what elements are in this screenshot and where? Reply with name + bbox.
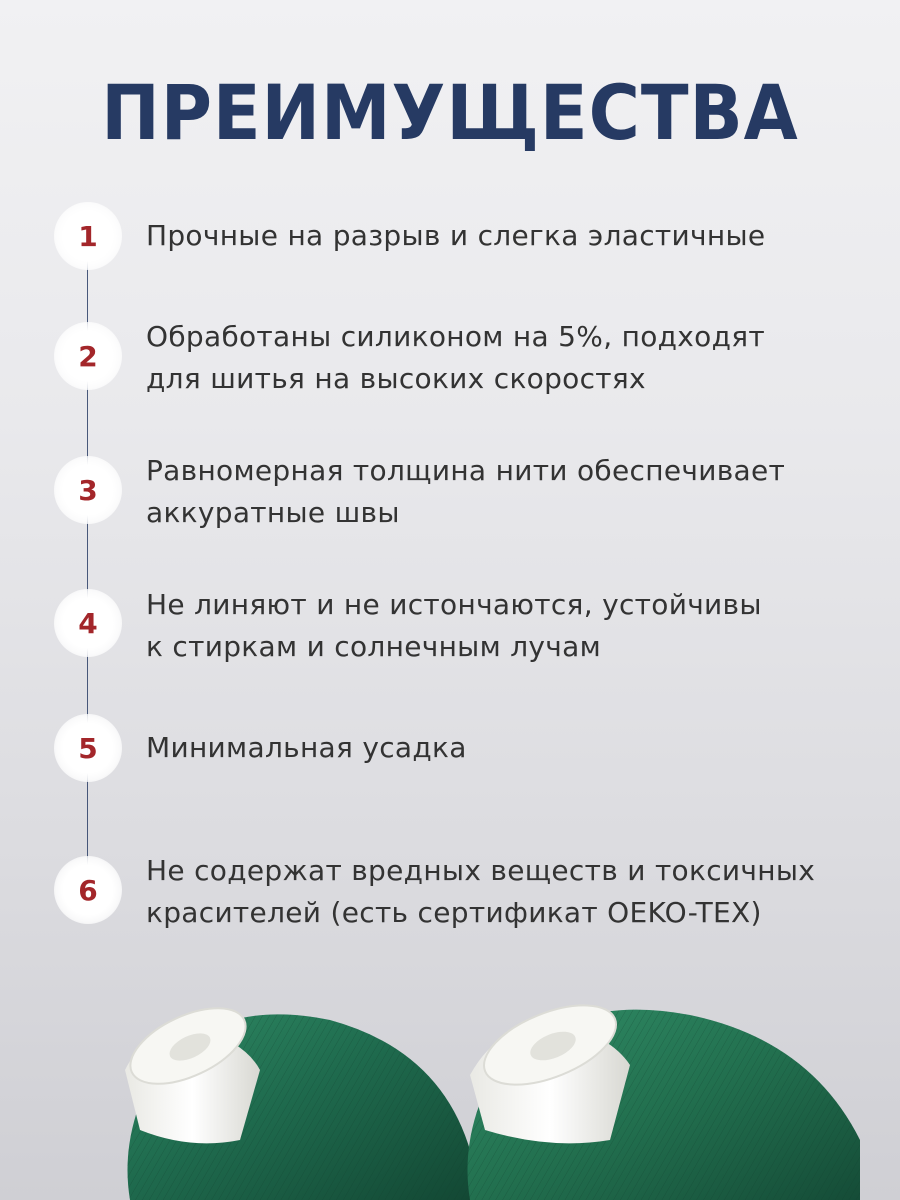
number-label: 4 bbox=[78, 606, 98, 640]
number-label: 2 bbox=[78, 339, 98, 373]
text-line: Равномерная толщина нити обеспечивает bbox=[146, 454, 786, 487]
advantage-text bbox=[146, 584, 866, 668]
advantage-text bbox=[146, 727, 866, 769]
number-badge bbox=[54, 589, 122, 657]
number-label: 6 bbox=[78, 873, 98, 907]
page-title: ПРЕИМУЩЕСТВА bbox=[101, 68, 799, 157]
advantage-text bbox=[146, 316, 866, 400]
text-line: аккуратные швы bbox=[146, 496, 400, 529]
number-badge bbox=[54, 456, 122, 524]
number-badge bbox=[54, 322, 122, 390]
number-badge bbox=[54, 714, 122, 782]
text-line: Прочные на разрыв и слегка эластичные bbox=[146, 219, 766, 252]
text-line: для шитья на высоких скоростях bbox=[146, 362, 646, 395]
number-badge bbox=[54, 202, 122, 270]
text-line: красителей (есть сертификат OEKO-TEX) bbox=[146, 896, 762, 929]
advantage-text bbox=[146, 450, 866, 534]
text-line: Не содержат вредных веществ и токсичных bbox=[146, 854, 816, 887]
text-line: Обработаны силиконом на 5%, подходят bbox=[146, 320, 766, 353]
text-line: Минимальная усадка bbox=[146, 731, 467, 764]
number-label: 5 bbox=[78, 731, 98, 765]
right-spool bbox=[468, 990, 861, 1200]
text-line: Не линяют и не истончаются, устойчивы bbox=[146, 588, 762, 621]
number-label: 3 bbox=[78, 473, 98, 507]
advantage-text bbox=[146, 850, 866, 934]
number-badge bbox=[54, 856, 122, 924]
advantage-text bbox=[146, 215, 866, 257]
green-thread-spools-icon bbox=[0, 990, 900, 1200]
text-line: к стиркам и солнечным лучам bbox=[146, 630, 602, 663]
number-label: 1 bbox=[78, 219, 98, 253]
left-spool bbox=[119, 993, 470, 1200]
